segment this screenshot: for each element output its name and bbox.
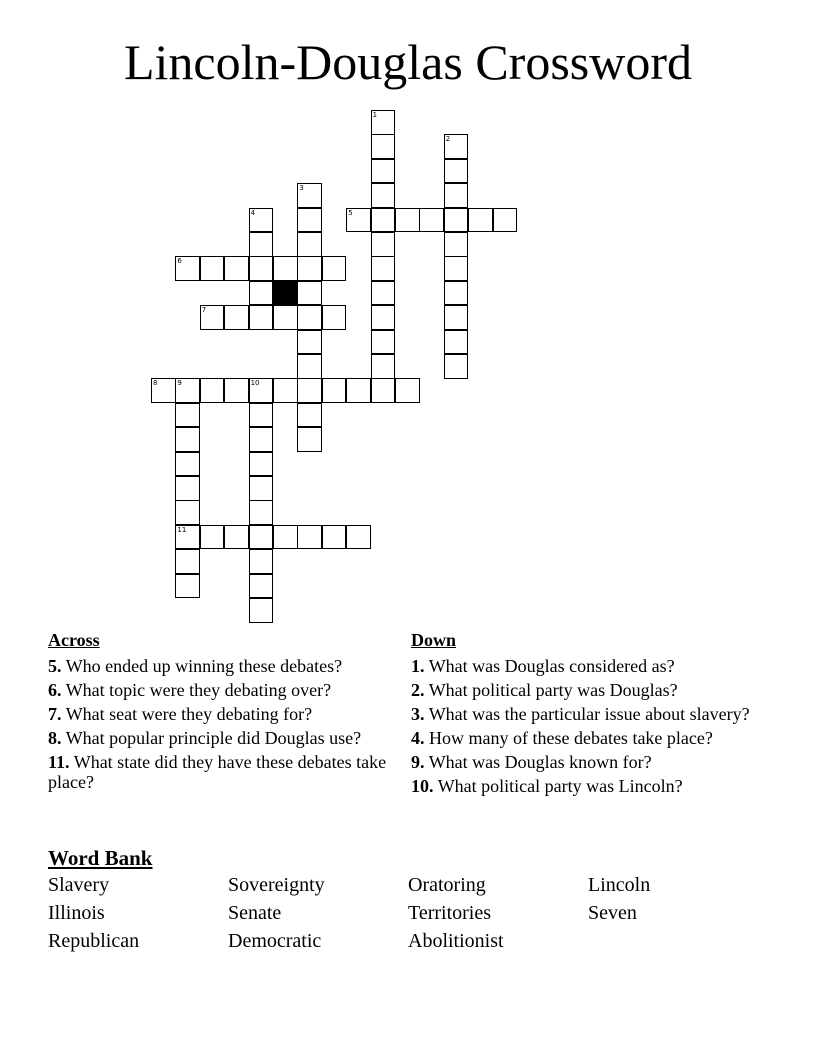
crossword-cell[interactable] (200, 525, 225, 550)
crossword-cell[interactable] (297, 330, 322, 355)
crossword-cell[interactable] (273, 305, 298, 330)
crossword-cell[interactable] (249, 574, 274, 599)
crossword-cell[interactable] (371, 110, 396, 135)
crossword-cell[interactable] (444, 183, 469, 208)
crossword-cell[interactable] (297, 305, 322, 330)
crossword-cell[interactable] (297, 256, 322, 281)
crossword-cell[interactable] (175, 574, 200, 599)
crossword-cell[interactable] (249, 549, 274, 574)
word-bank-word: Illinois (48, 902, 105, 924)
crossword-cell[interactable] (249, 403, 274, 428)
word-bank-word: Slavery (48, 874, 110, 896)
crossword-cell[interactable] (273, 378, 298, 403)
crossword-cell[interactable] (346, 525, 371, 550)
down-clues (411, 630, 751, 800)
word-bank-heading: Word Bank (48, 846, 153, 870)
crossword-cell[interactable] (419, 208, 444, 233)
crossword-cell[interactable] (151, 378, 176, 403)
crossword-cell[interactable] (444, 330, 469, 355)
crossword-cell[interactable] (249, 256, 274, 281)
crossword-cell[interactable] (322, 256, 347, 281)
down-clue: 9. What was Douglas known for? (411, 752, 652, 772)
crossword-cell[interactable] (371, 232, 396, 257)
black-square (273, 281, 298, 306)
crossword-cell[interactable] (200, 256, 225, 281)
word-bank-word: Abolitionist (408, 930, 504, 952)
across-clue: 6. What topic were they debating over? (48, 680, 332, 700)
crossword-cell[interactable] (249, 525, 274, 550)
crossword-cell[interactable] (322, 525, 347, 550)
crossword-cell[interactable] (175, 525, 200, 550)
down-clue: 1. What was Douglas considered as? (411, 656, 675, 676)
crossword-cell[interactable] (249, 476, 274, 501)
crossword-cell[interactable] (175, 378, 200, 403)
across-clue: 8. What popular principle did Douglas use? (48, 728, 362, 748)
crossword-cell[interactable] (297, 525, 322, 550)
page-title: Lincoln-Douglas Crossword (124, 34, 692, 90)
crossword-cell[interactable] (444, 281, 469, 306)
crossword-cell[interactable] (346, 378, 371, 403)
crossword-cell[interactable] (371, 134, 396, 159)
crossword-cell[interactable] (297, 281, 322, 306)
crossword-cell[interactable] (249, 500, 274, 525)
crossword-cell[interactable] (444, 305, 469, 330)
word-bank-word: Oratoring (408, 874, 486, 896)
word-bank (48, 874, 768, 952)
crossword-cell[interactable] (297, 354, 322, 379)
crossword-cell[interactable] (297, 183, 322, 208)
word-bank-word: Senate (228, 902, 282, 924)
crossword-cell[interactable] (175, 256, 200, 281)
clue-number: 7 (201, 306, 207, 315)
down-clue: 2. What political party was Douglas? (411, 680, 678, 700)
crossword-cell[interactable] (444, 159, 469, 184)
crossword-cell[interactable] (371, 159, 396, 184)
across-heading: Across (48, 630, 100, 650)
across-clues (48, 630, 388, 796)
crossword-cell[interactable] (249, 427, 274, 452)
crossword-cell[interactable] (322, 305, 347, 330)
crossword-cell[interactable] (273, 256, 298, 281)
across-clue: 7. What seat were they debating for? (48, 704, 313, 724)
clue-number: 10 (250, 379, 260, 388)
crossword-cell[interactable] (175, 452, 200, 477)
crossword-cell[interactable] (371, 208, 396, 233)
crossword-cell[interactable] (371, 281, 396, 306)
crossword-cell[interactable] (200, 378, 225, 403)
crossword-cell[interactable] (371, 305, 396, 330)
crossword-cell[interactable] (444, 134, 469, 159)
down-clue: 10. What political party was Lincoln? (411, 776, 683, 796)
crossword-cell[interactable] (249, 452, 274, 477)
crossword-cell[interactable] (200, 305, 225, 330)
crossword-cell[interactable] (371, 354, 396, 379)
clue-number: 3 (299, 184, 304, 193)
word-bank-word: Seven (588, 902, 637, 924)
crossword-cell[interactable] (493, 208, 518, 233)
crossword-cell[interactable] (468, 208, 493, 233)
crossword-cell[interactable] (175, 500, 200, 525)
down-heading: Down (411, 630, 457, 650)
word-bank-word: Sovereignty (228, 874, 325, 896)
crossword-cell[interactable] (297, 427, 322, 452)
crossword-cell[interactable] (371, 378, 396, 403)
crossword-cell[interactable] (297, 378, 322, 403)
clue-number: 5 (348, 208, 353, 217)
word-bank-word: Republican (48, 930, 140, 952)
crossword-cell[interactable] (249, 598, 274, 623)
crossword-cell[interactable] (322, 378, 347, 403)
crossword-cell[interactable] (371, 256, 396, 281)
word-bank-word: Democratic (228, 930, 322, 952)
crossword-cell[interactable] (249, 232, 274, 257)
crossword-cell[interactable] (444, 208, 469, 233)
crossword-cell[interactable] (395, 378, 420, 403)
down-clue: 4. How many of these debates take place? (411, 728, 713, 748)
crossword-cell[interactable] (224, 256, 249, 281)
crossword-cell[interactable] (175, 403, 200, 428)
clue-number: 2 (445, 135, 451, 144)
across-clue: 11. What state did they have these debates take place? (48, 752, 387, 792)
crossword-cell[interactable] (175, 476, 200, 501)
clue-number: 6 (177, 257, 182, 266)
crossword-cell[interactable] (273, 525, 298, 550)
crossword-cell[interactable] (297, 232, 322, 257)
crossword-cell[interactable] (346, 208, 371, 233)
crossword-cell[interactable] (175, 549, 200, 574)
clue-number: 1 (372, 111, 378, 119)
crossword-cell[interactable] (249, 208, 274, 233)
clue-number: 11 (177, 525, 187, 534)
crossword-cell[interactable] (395, 208, 420, 233)
crossword-cell[interactable] (444, 256, 469, 281)
crossword-cell[interactable] (297, 403, 322, 428)
crossword-cell[interactable] (249, 281, 274, 306)
crossword-cell[interactable] (249, 378, 274, 403)
word-bank-word: Territories (408, 902, 492, 924)
crossword-cell[interactable] (371, 330, 396, 355)
word-bank-word: Lincoln (588, 874, 651, 896)
crossword-cell[interactable] (224, 525, 249, 550)
crossword-cell[interactable] (249, 305, 274, 330)
crossword-cell[interactable] (444, 232, 469, 257)
crossword-cell[interactable] (224, 305, 249, 330)
crossword-cell[interactable] (297, 208, 322, 233)
clue-number: 9 (177, 379, 182, 388)
crossword-cell[interactable] (175, 427, 200, 452)
across-clue: 5. Who ended up winning these debates? (48, 656, 343, 676)
crossword-cell[interactable] (224, 378, 249, 403)
crossword-cell[interactable] (444, 354, 469, 379)
clue-number: 4 (250, 208, 256, 217)
clue-number: 8 (153, 379, 158, 388)
crossword-cell[interactable] (371, 183, 396, 208)
down-clue: 3. What was the particular issue about slavery? (411, 704, 750, 724)
